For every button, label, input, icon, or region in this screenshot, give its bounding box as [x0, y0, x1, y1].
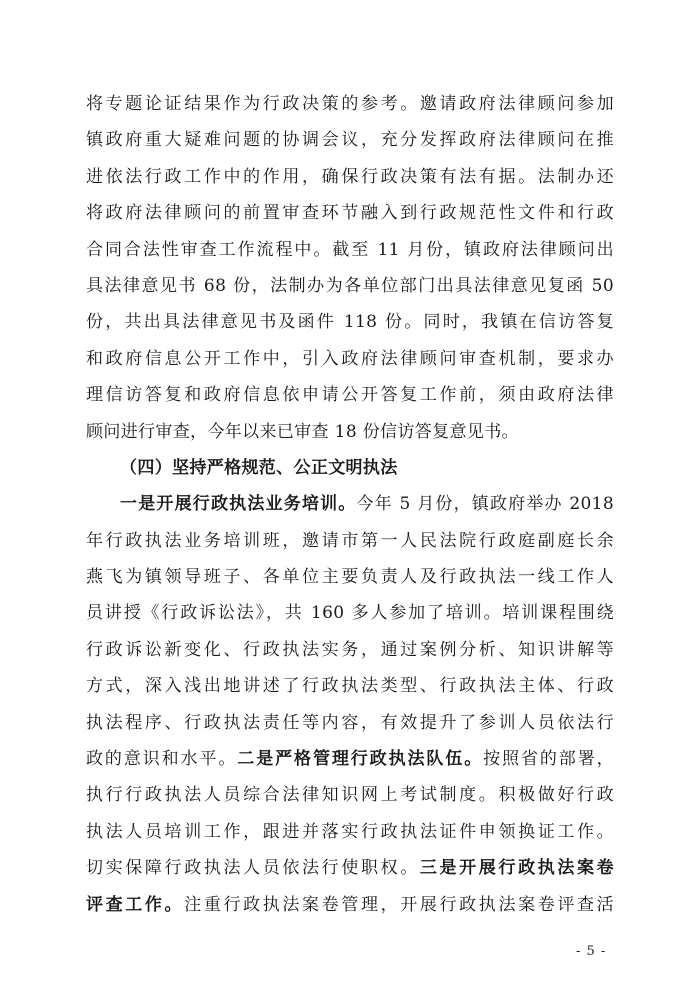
text-line: 将专题论证结果作为行政决策的参考。邀请政府法律顾问参加 — [86, 94, 614, 114]
text-line — [86, 850, 614, 886]
text-line: 执法程序、行政执法责任等内容，有效提升了参训人员依法行 — [86, 712, 614, 733]
text-run: 注重行政执法案卷管理，开展行政执法案卷评查活 — [184, 894, 614, 915]
text-line: 执法人员培训工作，跟进并落实行政执法证件申领换证工作。 — [86, 821, 614, 842]
text-line: 方式，深入浅出地讲述了行政执法类型、行政执法主体、行政 — [86, 676, 614, 697]
text-line — [86, 741, 614, 777]
text-line: 进依法行政工作中的作用，确保行政决策有法有据。法制办还 — [86, 166, 614, 187]
text-line: 份，共出具法律意见书及函件 118 份。同时，我镇在信访答复 — [86, 312, 614, 333]
paragraph-law-enforcement — [86, 486, 614, 923]
text-line: 燕飞为镇领导班子、各单位主要负责人及行政执法一线工作人 — [86, 567, 614, 588]
text-line: 员讲授《行政诉讼法》，共 160 多人参加了培训。培训课程围绕 — [86, 603, 614, 624]
bold-lead-phrase: 一是开展行政执法业务培训。 — [120, 494, 357, 515]
text-line: 行政诉讼新变化、行政执法实务，通过案例分析、知识讲解等 — [86, 639, 614, 660]
bold-lead-phrase: 二是严格管理行政执法队伍。 — [237, 749, 484, 770]
section-heading: （四）坚持严格规范、公正文明执法 — [120, 457, 398, 478]
text-run: 切实保障行政执法人员依法行使职权。 — [86, 858, 420, 879]
document-page — [86, 86, 614, 923]
text-line: 年行政执法业务培训班，邀请市第一人民法院行政庭副庭长余 — [86, 530, 614, 551]
text-run: 按照省的部署， — [483, 749, 614, 770]
bold-lead-phrase: 三是开展行政执法案卷 — [419, 858, 615, 879]
text-line: 执行行政执法人员综合法律知识网上考试制度。积极做好行政 — [86, 785, 614, 806]
text-line: 合同合法性审查工作流程中。截至 11 月份，镇政府法律顾问出 — [86, 239, 614, 260]
bold-lead-phrase: 评查工作。 — [86, 894, 185, 915]
text-line: 和政府信息公开工作中，引入政府法律顾问审查机制，要求办 — [86, 348, 614, 369]
paragraph-legal-advisor — [86, 86, 614, 450]
text-line — [86, 486, 614, 522]
text-line: 具法律意见书 68 份，法制办为各单位部门出具法律意见复函 50 — [86, 275, 614, 296]
text-line: 将政府法律顾问的前置审查环节融入到行政规范性文件和行政 — [86, 203, 614, 224]
text-line: 镇政府重大疑难问题的协调会议，充分发挥政府法律顾问在推 — [86, 130, 614, 151]
text-line: 理信访答复和政府信息依申请公开答复工作前，须由政府法律 — [86, 385, 614, 406]
text-run: 今年 5 月份，镇政府举办 2018 — [356, 494, 614, 515]
text-line — [86, 887, 614, 923]
text-line: 顾问进行审查，今年以来已审查 18 份信访答复意见书。 — [86, 421, 519, 442]
page-number: - 5 - — [576, 944, 607, 959]
text-run: 政的意识和水平。 — [86, 749, 238, 770]
